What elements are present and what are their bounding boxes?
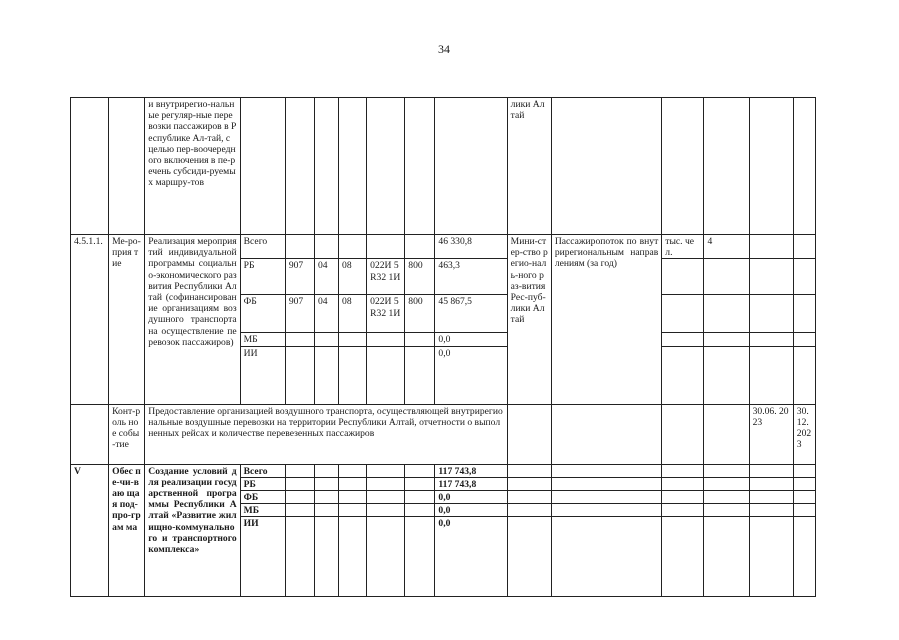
table-row (71, 98, 816, 235)
source-cell: ИИ (240, 346, 285, 404)
source-cell: РБ (240, 259, 285, 295)
section-name: Создание условий для реализации государственной программы Республики Алтай «Развитие жилищно-коммунального и транспортного комплекса» (145, 464, 240, 597)
item-number: 4.5.1.1. (71, 235, 109, 405)
amount-cell: 0,0 (435, 491, 507, 504)
section-number: V (71, 464, 109, 597)
source-cell: Всего (240, 464, 285, 477)
indicator-cell: Пассажиропоток по внутрирегиональным направлениям (за год) (551, 235, 661, 405)
source-cell: МБ (240, 504, 285, 517)
executor-cell: Мини-стер-ство регио-наль-ного раз-вития Рес-пуб-лики Алтай (507, 235, 551, 405)
measure-text: и внутрирегио-нальные регуляр-ные перевозки пассажиров в Республике Ал-тай, с целью пер-воочередного включения в пе-речень субсиди-руемых маршру-тов (145, 98, 240, 235)
indicator-value: 4 (704, 235, 749, 259)
source-cell: ФБ (240, 491, 285, 504)
amount-cell: 0,0 (435, 504, 507, 517)
source-cell: Всего (240, 235, 285, 259)
control-kind: Конт-роль ное собы-тие (109, 404, 145, 464)
control-text: Предоставление организацией воздушного транспорта, осуществляющей внутрирегиональные воздушные перевозки на территории Республики Алтай, отчетности о выполненных рейсах и количестве перевезенных пассажиров (145, 404, 507, 464)
source-cell: МБ (240, 333, 285, 346)
amount-cell: 45 867,5 (435, 295, 507, 333)
page-number: 34 (438, 42, 450, 56)
table-row (71, 404, 816, 464)
source-cell: РБ (240, 477, 285, 490)
section-kind: Обес пе-чи-ваю щая под-про-грам ма (109, 464, 145, 597)
amount-cell: 117 743,8 (435, 477, 507, 490)
table-row: РБ 907 04 08 022И 5R32 1И 800 463,3 (71, 259, 816, 295)
date-start: 30.06. 2023 (749, 404, 793, 464)
table-row: ФБ 907 04 08 022И 5R32 1И 800 45 867,5 (71, 295, 816, 333)
item-name: Реализация мероприятий индивидуальной программы социально-экономического развития Республики Алтай (софинансирование организациям воздушного транспорта на осуществление перевозок пассажиров) (145, 235, 240, 405)
table-row (71, 464, 816, 477)
amount-cell: 0,0 (435, 346, 507, 404)
amount-cell: 117 743,8 (435, 464, 507, 477)
amount-cell: 46 330,8 (435, 235, 507, 259)
executor-cell: лики Алтай (507, 98, 551, 235)
source-cell: ФБ (240, 295, 285, 333)
program-table (70, 97, 816, 597)
amount-cell: 0,0 (435, 333, 507, 346)
date-end: 30.12. 2023 (793, 404, 815, 464)
table-row (71, 235, 816, 259)
unit-cell: тыс. чел. (662, 235, 704, 259)
amount-cell: 463,3 (435, 259, 507, 295)
amount-cell: 0,0 (435, 517, 507, 597)
item-kind: Ме-ро-прия тие (109, 235, 145, 405)
source-cell: ИИ (240, 517, 285, 597)
